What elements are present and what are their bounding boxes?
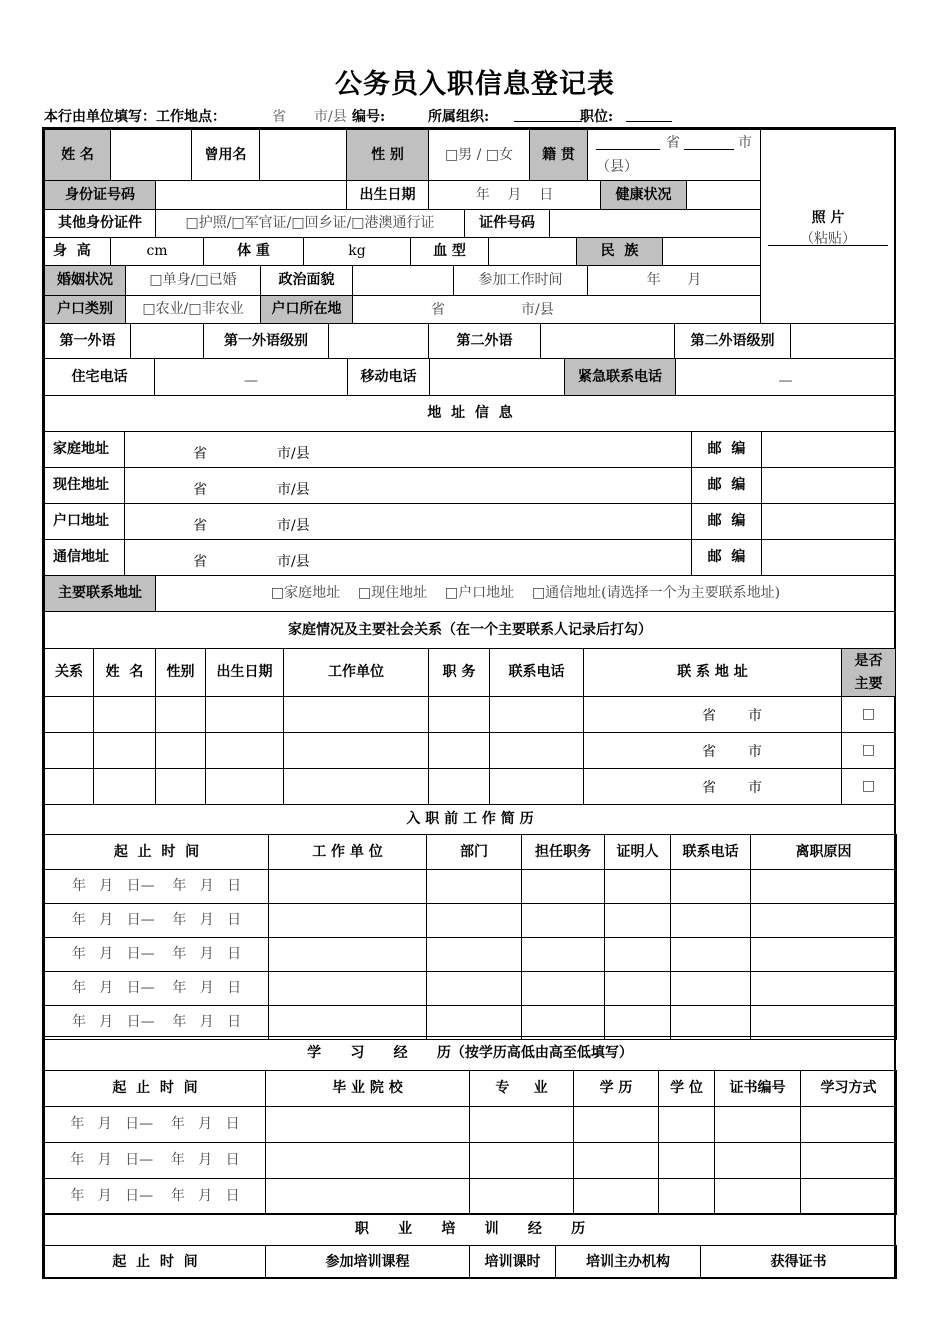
zip-label: 邮 编: [691, 539, 762, 576]
address-province: 省: [193, 554, 207, 570]
work-cell[interactable]: [750, 869, 897, 904]
id-number-label: 身份证号码: [44, 180, 156, 210]
other-id-label: 其他身份证件: [44, 209, 156, 238]
family-cell[interactable]: [428, 696, 490, 733]
position-underline[interactable]: [626, 121, 672, 122]
training-col-header: 起 止 时 间: [44, 1245, 266, 1279]
study-col-header: 学 位: [658, 1070, 715, 1107]
family-cell[interactable]: [155, 696, 206, 733]
main-contact-checkbox[interactable]: □: [841, 696, 896, 733]
family-cell[interactable]: [283, 696, 429, 733]
address-label-hukou: 户口地址: [44, 503, 125, 540]
work-date-field[interactable]: 年 月 日— 年 月 日: [44, 971, 269, 1006]
org-label: 所属组织:: [428, 109, 490, 125]
work-cell[interactable]: [604, 1005, 671, 1040]
former-name-field[interactable]: [259, 129, 347, 181]
hukou-province: 省: [431, 302, 445, 318]
is-main-line1: 是否: [854, 653, 883, 670]
family-cell[interactable]: [205, 696, 284, 733]
zip-label: 邮 编: [691, 467, 762, 504]
work-date-field[interactable]: 年 月 日— 年 月 日: [44, 937, 269, 972]
study-cell[interactable]: [469, 1142, 574, 1179]
family-col-header: 姓 名: [93, 648, 156, 697]
work-cell[interactable]: [268, 937, 427, 972]
native-province: 省: [666, 135, 680, 151]
study-cell[interactable]: [265, 1106, 470, 1143]
home-phone-field[interactable]: —: [154, 358, 348, 396]
family-cell[interactable]: [205, 732, 284, 769]
hukou-city: 市/县: [521, 302, 554, 318]
address-city: 市/县: [277, 518, 310, 534]
family-row-city: 市: [748, 780, 762, 796]
work-cell[interactable]: [521, 1005, 605, 1040]
emergency-phone-label: 紧急联系电话: [564, 358, 676, 396]
blood-type-field[interactable]: [488, 237, 577, 266]
address-label-home: 家庭地址: [44, 431, 125, 468]
work-cell[interactable]: [670, 869, 751, 904]
zip-field-current[interactable]: [761, 467, 896, 504]
family-col-header: 关系: [44, 648, 94, 697]
hukou-location-label: 户口所在地: [260, 295, 353, 324]
native-place-label: 籍 贯: [529, 129, 588, 181]
study-cell[interactable]: [800, 1106, 897, 1143]
family-col-header: 出生日期: [205, 648, 284, 697]
training-col-header: 参加培训课程: [265, 1245, 470, 1279]
weight-label: 体 重: [203, 237, 304, 266]
work-cell[interactable]: [521, 869, 605, 904]
work-date-field[interactable]: 年 月 日— 年 月 日: [44, 869, 269, 904]
number-label: 编号:: [352, 109, 386, 125]
family-section-header: 家庭情况及主要社会关系（在一个主要联系人记录后打勾）: [44, 611, 896, 649]
family-row-city: 市: [748, 744, 762, 760]
second-language-level-field[interactable]: [790, 323, 896, 359]
family-cell[interactable]: [283, 768, 429, 805]
unit-line-prefix: 本行由单位填写：工作地点：: [44, 109, 226, 125]
workplace-city[interactable]: 市/县: [314, 109, 347, 125]
height-unit: cm: [146, 243, 168, 260]
first-language-field[interactable]: [130, 323, 204, 359]
work-cell[interactable]: [426, 869, 522, 904]
family-cell[interactable]: [44, 696, 94, 733]
address-label-current: 现住地址: [44, 467, 125, 504]
address-province: 省: [193, 446, 207, 462]
is-main-line2: 主要: [854, 675, 883, 692]
family-cell[interactable]: [44, 768, 94, 805]
family-cell[interactable]: [489, 768, 584, 805]
zip-label: 邮 编: [691, 431, 762, 468]
work-cell[interactable]: [670, 937, 751, 972]
gender-options[interactable]: □男 / □女: [428, 129, 530, 181]
study-col-header: 毕 业 院 校: [265, 1070, 470, 1107]
study-date-field[interactable]: 年 月 日— 年 月 日: [44, 1142, 266, 1179]
study-col-header: 学 历: [573, 1070, 659, 1107]
photo-label: 照 片: [811, 210, 845, 226]
study-cell[interactable]: [573, 1142, 659, 1179]
study-cell[interactable]: [573, 1178, 659, 1215]
political-label: 政治面貌: [260, 265, 353, 296]
photo-rule: [768, 245, 888, 246]
unit-fill-line: [44, 106, 944, 126]
family-col-header: 职 务: [428, 648, 490, 697]
work-start-field[interactable]: 年 月: [587, 265, 761, 296]
family-col-header: 性别: [155, 648, 206, 697]
marital-label: 婚姻状况: [44, 265, 126, 296]
zip-field-home[interactable]: [761, 431, 896, 468]
family-cell[interactable]: [489, 732, 584, 769]
address-city: 市/县: [277, 446, 310, 462]
family-cell[interactable]: [93, 732, 156, 769]
form-title: 公务员入职信息登记表: [335, 69, 615, 100]
study-cell[interactable]: [658, 1106, 715, 1143]
work-cell[interactable]: [604, 869, 671, 904]
hukou-location-field[interactable]: [352, 295, 761, 324]
study-col-header: 学习方式: [800, 1070, 897, 1107]
study-cell[interactable]: [265, 1178, 470, 1215]
work-col-header: 担任职务: [521, 834, 605, 870]
study-cell[interactable]: [265, 1142, 470, 1179]
second-language-label: 第二外语: [428, 323, 541, 359]
study-section-header: 学 习 经 历（按学历高低由高至低填写）: [44, 1036, 896, 1071]
cert-number-field[interactable]: [549, 209, 761, 238]
study-cell[interactable]: [800, 1142, 897, 1179]
study-cell[interactable]: [714, 1142, 801, 1179]
second-language-field[interactable]: [540, 323, 675, 359]
marital-options[interactable]: □单身/□已婚: [125, 265, 261, 296]
health-field[interactable]: [686, 180, 761, 210]
family-cell[interactable]: [489, 696, 584, 733]
height-label: 身 高: [44, 237, 111, 266]
study-cell[interactable]: [573, 1106, 659, 1143]
family-address-cell[interactable]: [583, 768, 842, 805]
ethnic-field[interactable]: [662, 237, 761, 266]
mobile-phone-field[interactable]: [429, 358, 565, 396]
family-cell[interactable]: [93, 696, 156, 733]
family-row-province: 省: [702, 780, 716, 796]
work-cell[interactable]: [750, 971, 897, 1006]
photo-hint: （粘贴）: [800, 231, 856, 247]
weight-field[interactable]: [303, 237, 411, 266]
work-cell[interactable]: [604, 903, 671, 938]
study-col-header: 专 业: [469, 1070, 574, 1107]
main-address-label: 主要联系地址: [44, 575, 156, 612]
work-cell[interactable]: [426, 971, 522, 1006]
work-cell[interactable]: [604, 971, 671, 1006]
work-cell[interactable]: [670, 903, 751, 938]
first-language-label: 第一外语: [44, 323, 131, 359]
family-row-province: 省: [702, 744, 716, 760]
address-label-mail: 通信地址: [44, 539, 125, 576]
mobile-phone-label: 移动电话: [347, 358, 430, 396]
training-col-header: 获得证书: [700, 1245, 897, 1279]
work-cell[interactable]: [750, 937, 897, 972]
birth-date-field[interactable]: 年 月 日: [428, 180, 601, 210]
family-cell[interactable]: [428, 768, 490, 805]
family-cell[interactable]: [283, 732, 429, 769]
family-cell[interactable]: [93, 768, 156, 805]
study-cell[interactable]: [714, 1106, 801, 1143]
work-start-label: 参加工作时间: [453, 265, 588, 296]
work-cell[interactable]: [521, 937, 605, 972]
workplace-province[interactable]: 省: [272, 109, 286, 125]
org-underline[interactable]: [514, 121, 582, 122]
second-language-level-label: 第二外语级别: [674, 323, 791, 359]
address-field-mail[interactable]: [124, 539, 692, 576]
main-address-options[interactable]: □家庭地址 □现住地址 □户口地址 □通信地址(请选择一个为主要联系地址): [155, 575, 896, 612]
weight-unit: kg: [348, 243, 366, 260]
work-cell[interactable]: [268, 903, 427, 938]
family-col-header: 联 系 地 址: [583, 648, 842, 697]
study-col-header: 证书编号: [714, 1070, 801, 1107]
birth-date-label: 出生日期: [346, 180, 429, 210]
gender-label: 性 别: [346, 129, 429, 181]
hukou-type-options[interactable]: □农业/□非农业: [125, 295, 261, 324]
address-field-current[interactable]: [124, 467, 692, 504]
ethnic-label: 民 族: [576, 237, 663, 266]
family-address-cell[interactable]: [583, 696, 842, 733]
work-cell[interactable]: [670, 1005, 751, 1040]
family-row-province: 省: [702, 708, 716, 724]
zip-label: 邮 编: [691, 503, 762, 540]
study-cell[interactable]: [469, 1178, 574, 1215]
home-phone-label: 住宅电话: [44, 358, 155, 396]
former-name-label: 曾用名: [191, 129, 260, 181]
name-field[interactable]: [110, 129, 192, 181]
work-cell[interactable]: [426, 1005, 522, 1040]
family-cell[interactable]: [205, 768, 284, 805]
work-cell[interactable]: [670, 971, 751, 1006]
address-province: 省: [193, 518, 207, 534]
family-cell[interactable]: [428, 732, 490, 769]
cert-number-label: 证件号码: [464, 209, 550, 238]
family-cell[interactable]: [44, 732, 94, 769]
zip-field-mail[interactable]: [761, 539, 896, 576]
work-cell[interactable]: [426, 903, 522, 938]
work-date-field[interactable]: 年 月 日— 年 月 日: [44, 903, 269, 938]
other-id-options[interactable]: □护照/□军官证/□回乡证/□港澳通行证: [155, 209, 465, 238]
work-cell[interactable]: [268, 869, 427, 904]
work-cell[interactable]: [521, 903, 605, 938]
native-county: （县）: [596, 159, 638, 175]
family-cell[interactable]: [155, 768, 206, 805]
work-col-header: 联系电话: [670, 834, 751, 870]
work-cell[interactable]: [521, 971, 605, 1006]
address-section-header: 地 址 信 息: [44, 395, 896, 432]
study-cell[interactable]: [714, 1178, 801, 1215]
main-contact-checkbox[interactable]: □: [841, 768, 896, 805]
address-province: 省: [193, 482, 207, 498]
family-col-header: 联系电话: [489, 648, 584, 697]
study-date-field[interactable]: 年 月 日— 年 月 日: [44, 1106, 266, 1143]
family-address-cell[interactable]: [583, 732, 842, 769]
hukou-type-label: 户口类别: [44, 295, 126, 324]
work-section-header: 入 职 前 工 作 简 历: [44, 804, 896, 835]
family-cell[interactable]: [155, 732, 206, 769]
training-section-header: 职 业 培 训 经 历: [44, 1213, 896, 1246]
emergency-phone-field[interactable]: —: [675, 358, 896, 396]
address-city: 市/县: [277, 554, 310, 570]
study-cell[interactable]: [800, 1178, 897, 1215]
height-field[interactable]: [110, 237, 204, 266]
native-place-field[interactable]: [587, 129, 761, 181]
position-label: 职位:: [580, 109, 614, 125]
work-col-header: 工 作 单 位: [268, 834, 427, 870]
blood-type-label: 血 型: [410, 237, 489, 266]
study-cell[interactable]: [469, 1106, 574, 1143]
work-col-header: 离职原因: [750, 834, 897, 870]
first-language-level-label: 第一外语级别: [203, 323, 329, 359]
address-field-home[interactable]: [124, 431, 692, 468]
work-cell[interactable]: [750, 903, 897, 938]
political-field[interactable]: [352, 265, 454, 296]
name-label: 姓 名: [44, 129, 111, 181]
study-date-field[interactable]: 年 月 日— 年 月 日: [44, 1178, 266, 1215]
work-cell[interactable]: [426, 937, 522, 972]
study-col-header: 起 止 时 间: [44, 1070, 266, 1107]
health-label: 健康状况: [600, 180, 687, 210]
family-col-is-main: [841, 648, 896, 697]
id-number-field[interactable]: [155, 180, 347, 210]
zip-field-hukou[interactable]: [761, 503, 896, 540]
work-date-field[interactable]: 年 月 日— 年 月 日: [44, 1005, 269, 1040]
native-city: 市: [738, 135, 752, 151]
work-cell[interactable]: [268, 1005, 427, 1040]
first-language-level-field[interactable]: [328, 323, 429, 359]
work-col-header: 部门: [426, 834, 522, 870]
work-cell[interactable]: [268, 971, 427, 1006]
study-cell[interactable]: [658, 1142, 715, 1179]
training-col-header: 培训主办机构: [555, 1245, 701, 1279]
family-row-city: 市: [748, 708, 762, 724]
address-city: 市/县: [277, 482, 310, 498]
main-contact-checkbox[interactable]: □: [841, 732, 896, 769]
family-col-header: 工作单位: [283, 648, 429, 697]
work-cell[interactable]: [750, 1005, 897, 1040]
work-col-header: 证明人: [604, 834, 671, 870]
address-field-hukou[interactable]: [124, 503, 692, 540]
work-cell[interactable]: [604, 937, 671, 972]
training-col-header: 培训课时: [469, 1245, 556, 1279]
work-col-header: 起 止 时 间: [44, 834, 269, 870]
study-cell[interactable]: [658, 1178, 715, 1215]
